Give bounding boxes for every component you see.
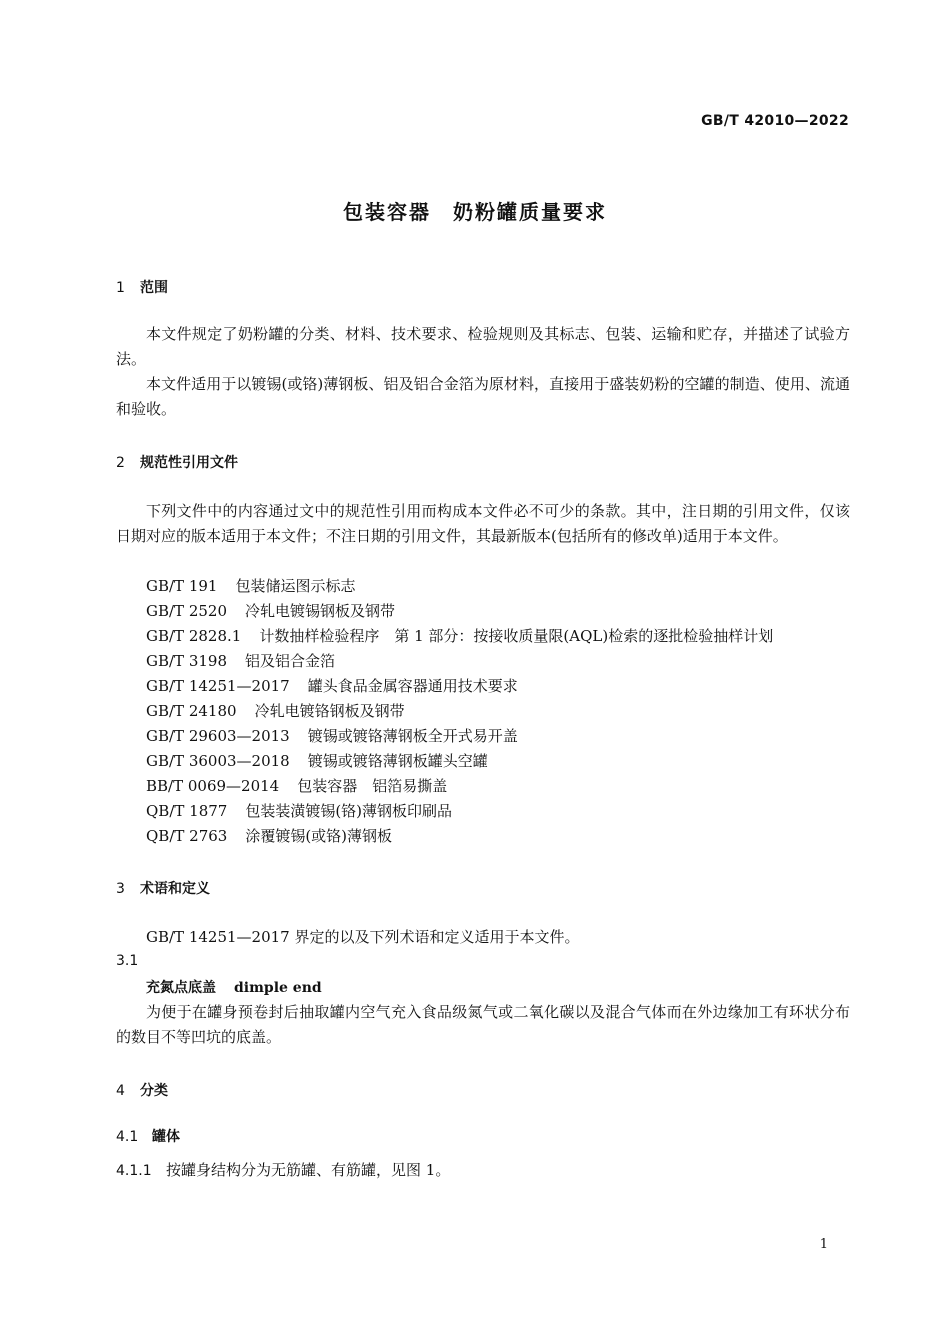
reference-code: GB/T 24180 [146, 702, 237, 720]
term-heading [146, 977, 322, 997]
section-title: 分类 [140, 1083, 168, 1099]
term-chinese: 充氮点底盖 [146, 980, 216, 996]
reference-title: 包装容器 铝箔易撕盖 [297, 777, 448, 795]
clause-number: 4.1.1 [116, 1163, 152, 1179]
reference-title: 包装装潢镀锡(铬)薄钢板印刷品 [245, 802, 453, 820]
reference-item [146, 774, 773, 799]
reference-title: 包装储运图示标志 [235, 577, 356, 595]
reference-title: 冷轧电镀铬钢板及钢带 [254, 702, 405, 720]
reference-title: 铝及铝合金箔 [245, 652, 336, 670]
reference-title: 罐头食品金属容器通用技术要求 [307, 677, 518, 695]
reference-item [146, 649, 773, 674]
section-title: 范围 [140, 280, 168, 296]
reference-code: GB/T 2828.1 [146, 627, 242, 645]
section-heading-classification [116, 1080, 168, 1100]
section-number: 2 [116, 455, 125, 471]
reference-item [146, 799, 773, 824]
reference-item [146, 699, 773, 724]
reference-title: 冷轧电镀锡钢板及钢带 [245, 602, 396, 620]
term-definition: 为便于在罐身预卷封后抽取罐内空气充入食品级氮气或二氧化碳以及混合气体而在外边缘加工有环状分布的数目不等凹坑的底盖。 [116, 1003, 850, 1046]
term-number: 3.1 [116, 953, 139, 969]
reference-title: 涂覆镀锡(或铬)薄钢板 [245, 827, 393, 845]
reference-title: 计数抽样检验程序 第 1 部分：按接收质量限(AQL)检索的逐批检验抽样计划 [259, 627, 774, 645]
reference-code: QB/T 1877 [146, 802, 228, 820]
reference-code: GB/T 36003—2018 [146, 752, 290, 770]
subsection-number: 4.1 [116, 1129, 139, 1145]
section-number: 1 [116, 280, 125, 296]
scope-paragraph-1: 本文件规定了奶粉罐的分类、材料、技术要求、检验规则及其标志、包装、运输和贮存，并描述了试验方法。 [116, 325, 850, 368]
subsection-title: 罐体 [152, 1129, 180, 1145]
clause-4-1-1 [116, 1159, 450, 1180]
section-number: 3 [116, 881, 125, 897]
references-intro: 下列文件中的内容通过文中的规范性引用而构成本文件必不可少的条款。其中，注日期的引用文件，仅该日期对应的版本适用于本文件；不注日期的引用文件，其最新版本(包括所有的修改单)适用于本文件。 [116, 502, 850, 545]
section-title: 术语和定义 [140, 881, 210, 897]
section-heading-references [116, 452, 238, 472]
clause-text: 按罐身结构分为无筋罐、有筋罐，见图 1。 [166, 1161, 451, 1179]
section-heading-scope [116, 277, 168, 297]
reference-code: GB/T 2520 [146, 602, 228, 620]
page-number: 1 [819, 1237, 828, 1252]
reference-item [146, 724, 773, 749]
reference-title: 镀锡或镀铬薄钢板罐头空罐 [307, 752, 488, 770]
reference-code: GB/T 3198 [146, 652, 228, 670]
standard-number: GB/T 42010—2022 [701, 113, 849, 129]
reference-item [146, 599, 773, 624]
reference-item [146, 574, 773, 599]
reference-list [146, 574, 773, 849]
reference-item [146, 674, 773, 699]
reference-code: GB/T 29603—2013 [146, 727, 290, 745]
reference-item [146, 624, 773, 649]
section-number: 4 [116, 1083, 125, 1099]
document-title: 包装容器 奶粉罐质量要求 [343, 200, 607, 224]
scope-paragraph-2: 本文件适用于以镀锡(或铬)薄钢板、铝及铝合金箔为原材料，直接用于盛装奶粉的空罐的制造、使用、流通和验收。 [116, 375, 850, 418]
reference-code: QB/T 2763 [146, 827, 228, 845]
reference-code: GB/T 191 [146, 577, 218, 595]
section-title: 规范性引用文件 [140, 455, 238, 471]
reference-code: BB/T 0069—2014 [146, 777, 280, 795]
subsection-heading-can-body [116, 1126, 180, 1146]
term-english: dimple end [234, 980, 322, 996]
terms-intro: GB/T 14251—2017 界定的以及下列术语和定义适用于本文件。 [146, 928, 580, 946]
reference-item [146, 749, 773, 774]
reference-code: GB/T 14251—2017 [146, 677, 290, 695]
section-heading-terms [116, 878, 210, 898]
reference-item [146, 824, 773, 849]
reference-title: 镀锡或镀铬薄钢板全开式易开盖 [307, 727, 518, 745]
